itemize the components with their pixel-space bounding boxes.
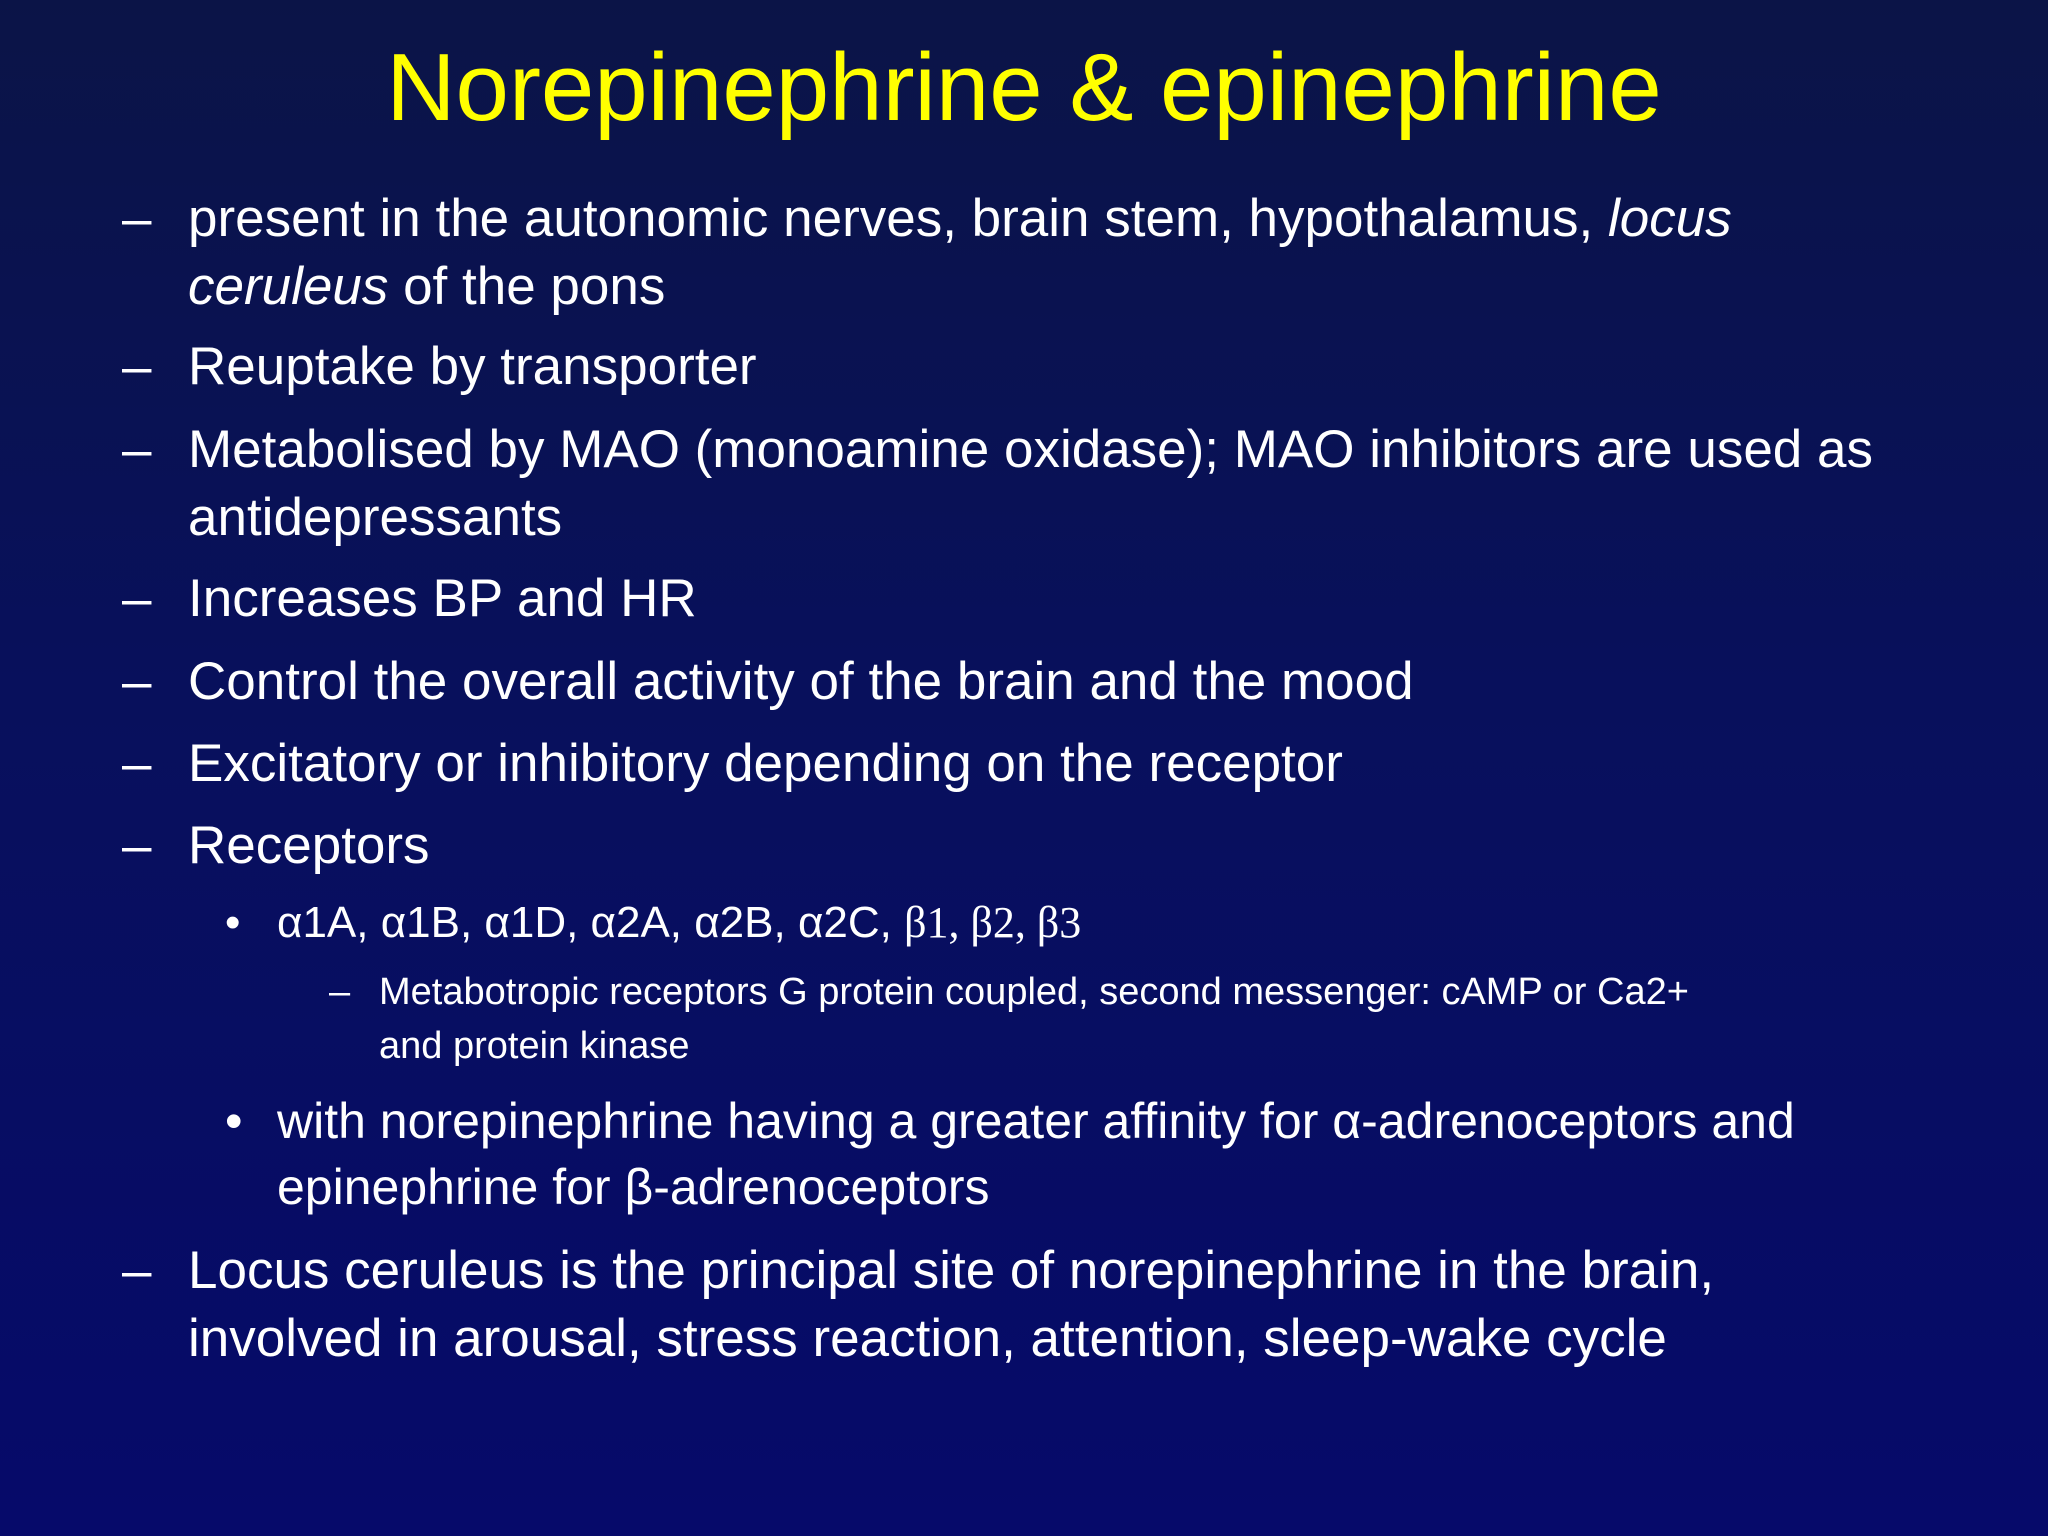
slide-title: Norepinephrine & epinephrine xyxy=(386,34,1662,141)
list-item-text: Metabotropic receptors G protein coupled, second messenger: cAMP or Ca2+ xyxy=(379,971,1689,1013)
dash-marker: – xyxy=(122,337,152,396)
list-item-text: with norepinephrine having a greater affinity for α-adrenoceptors and xyxy=(277,1093,1795,1149)
list-item-metabolised xyxy=(122,416,1873,552)
list-item-text: of the pons xyxy=(388,257,666,316)
dash-marker: – xyxy=(122,734,152,793)
italic-term: locus xyxy=(1607,189,1732,248)
list-item-text: and protein kinase xyxy=(379,1025,690,1067)
list-item-text: epinephrine for β-adrenoceptors xyxy=(277,1159,990,1215)
list-item-text: Excitatory or inhibitory depending on the receptor xyxy=(188,734,1343,793)
list-item-presence xyxy=(122,185,1732,321)
list-item-text: present in the autonomic nerves, brain stem, hypothalamus, xyxy=(188,189,1608,248)
sublist-item-subtypes xyxy=(225,895,1082,951)
bullet-marker: • xyxy=(225,898,241,947)
dash-marker: – xyxy=(122,189,152,248)
italic-term: ceruleus xyxy=(188,257,389,316)
dash-marker: – xyxy=(329,971,351,1013)
list-item-excitatory xyxy=(122,730,1343,798)
list-item-line xyxy=(188,253,1732,321)
list-item-text: Increases BP and HR xyxy=(188,569,697,628)
receptor-subtypes-alpha: α1A, α1B, α1D, α2A, α2B, α2C, xyxy=(277,898,905,947)
list-item-increases xyxy=(122,565,697,633)
list-item-locus xyxy=(122,1237,1715,1373)
dash-marker: – xyxy=(122,652,152,711)
list-item-text: involved in arousal, stress reaction, attention, sleep-wake cycle xyxy=(188,1309,1667,1368)
dash-marker: – xyxy=(122,816,152,875)
list-item-text: Control the overall activity of the brain and the mood xyxy=(188,652,1414,711)
list-item-text: Receptors xyxy=(188,816,430,875)
bullet-marker: • xyxy=(225,1093,243,1149)
list-item-text: antidepressants xyxy=(188,488,563,547)
list-item-receptors xyxy=(122,812,430,880)
dash-marker: – xyxy=(122,420,152,479)
receptor-subtypes-beta: β1, β2, β3 xyxy=(904,898,1082,947)
list-item-text: Locus ceruleus is the principal site of norepinephrine in the brain, xyxy=(188,1241,1715,1300)
sublist-item-affinity xyxy=(225,1088,1795,1220)
list-item-reuptake xyxy=(122,333,757,401)
dash-marker: – xyxy=(122,1241,152,1300)
dash-marker: – xyxy=(122,569,152,628)
subsublist-item-metabotropic xyxy=(329,965,1689,1073)
list-item-text: Reuptake by transporter xyxy=(188,337,757,396)
list-item-text: Metabolised by MAO (monoamine oxidase); MAO inhibitors are used as xyxy=(188,420,1873,479)
list-item-control xyxy=(122,648,1414,716)
list-item-line xyxy=(188,185,1732,253)
